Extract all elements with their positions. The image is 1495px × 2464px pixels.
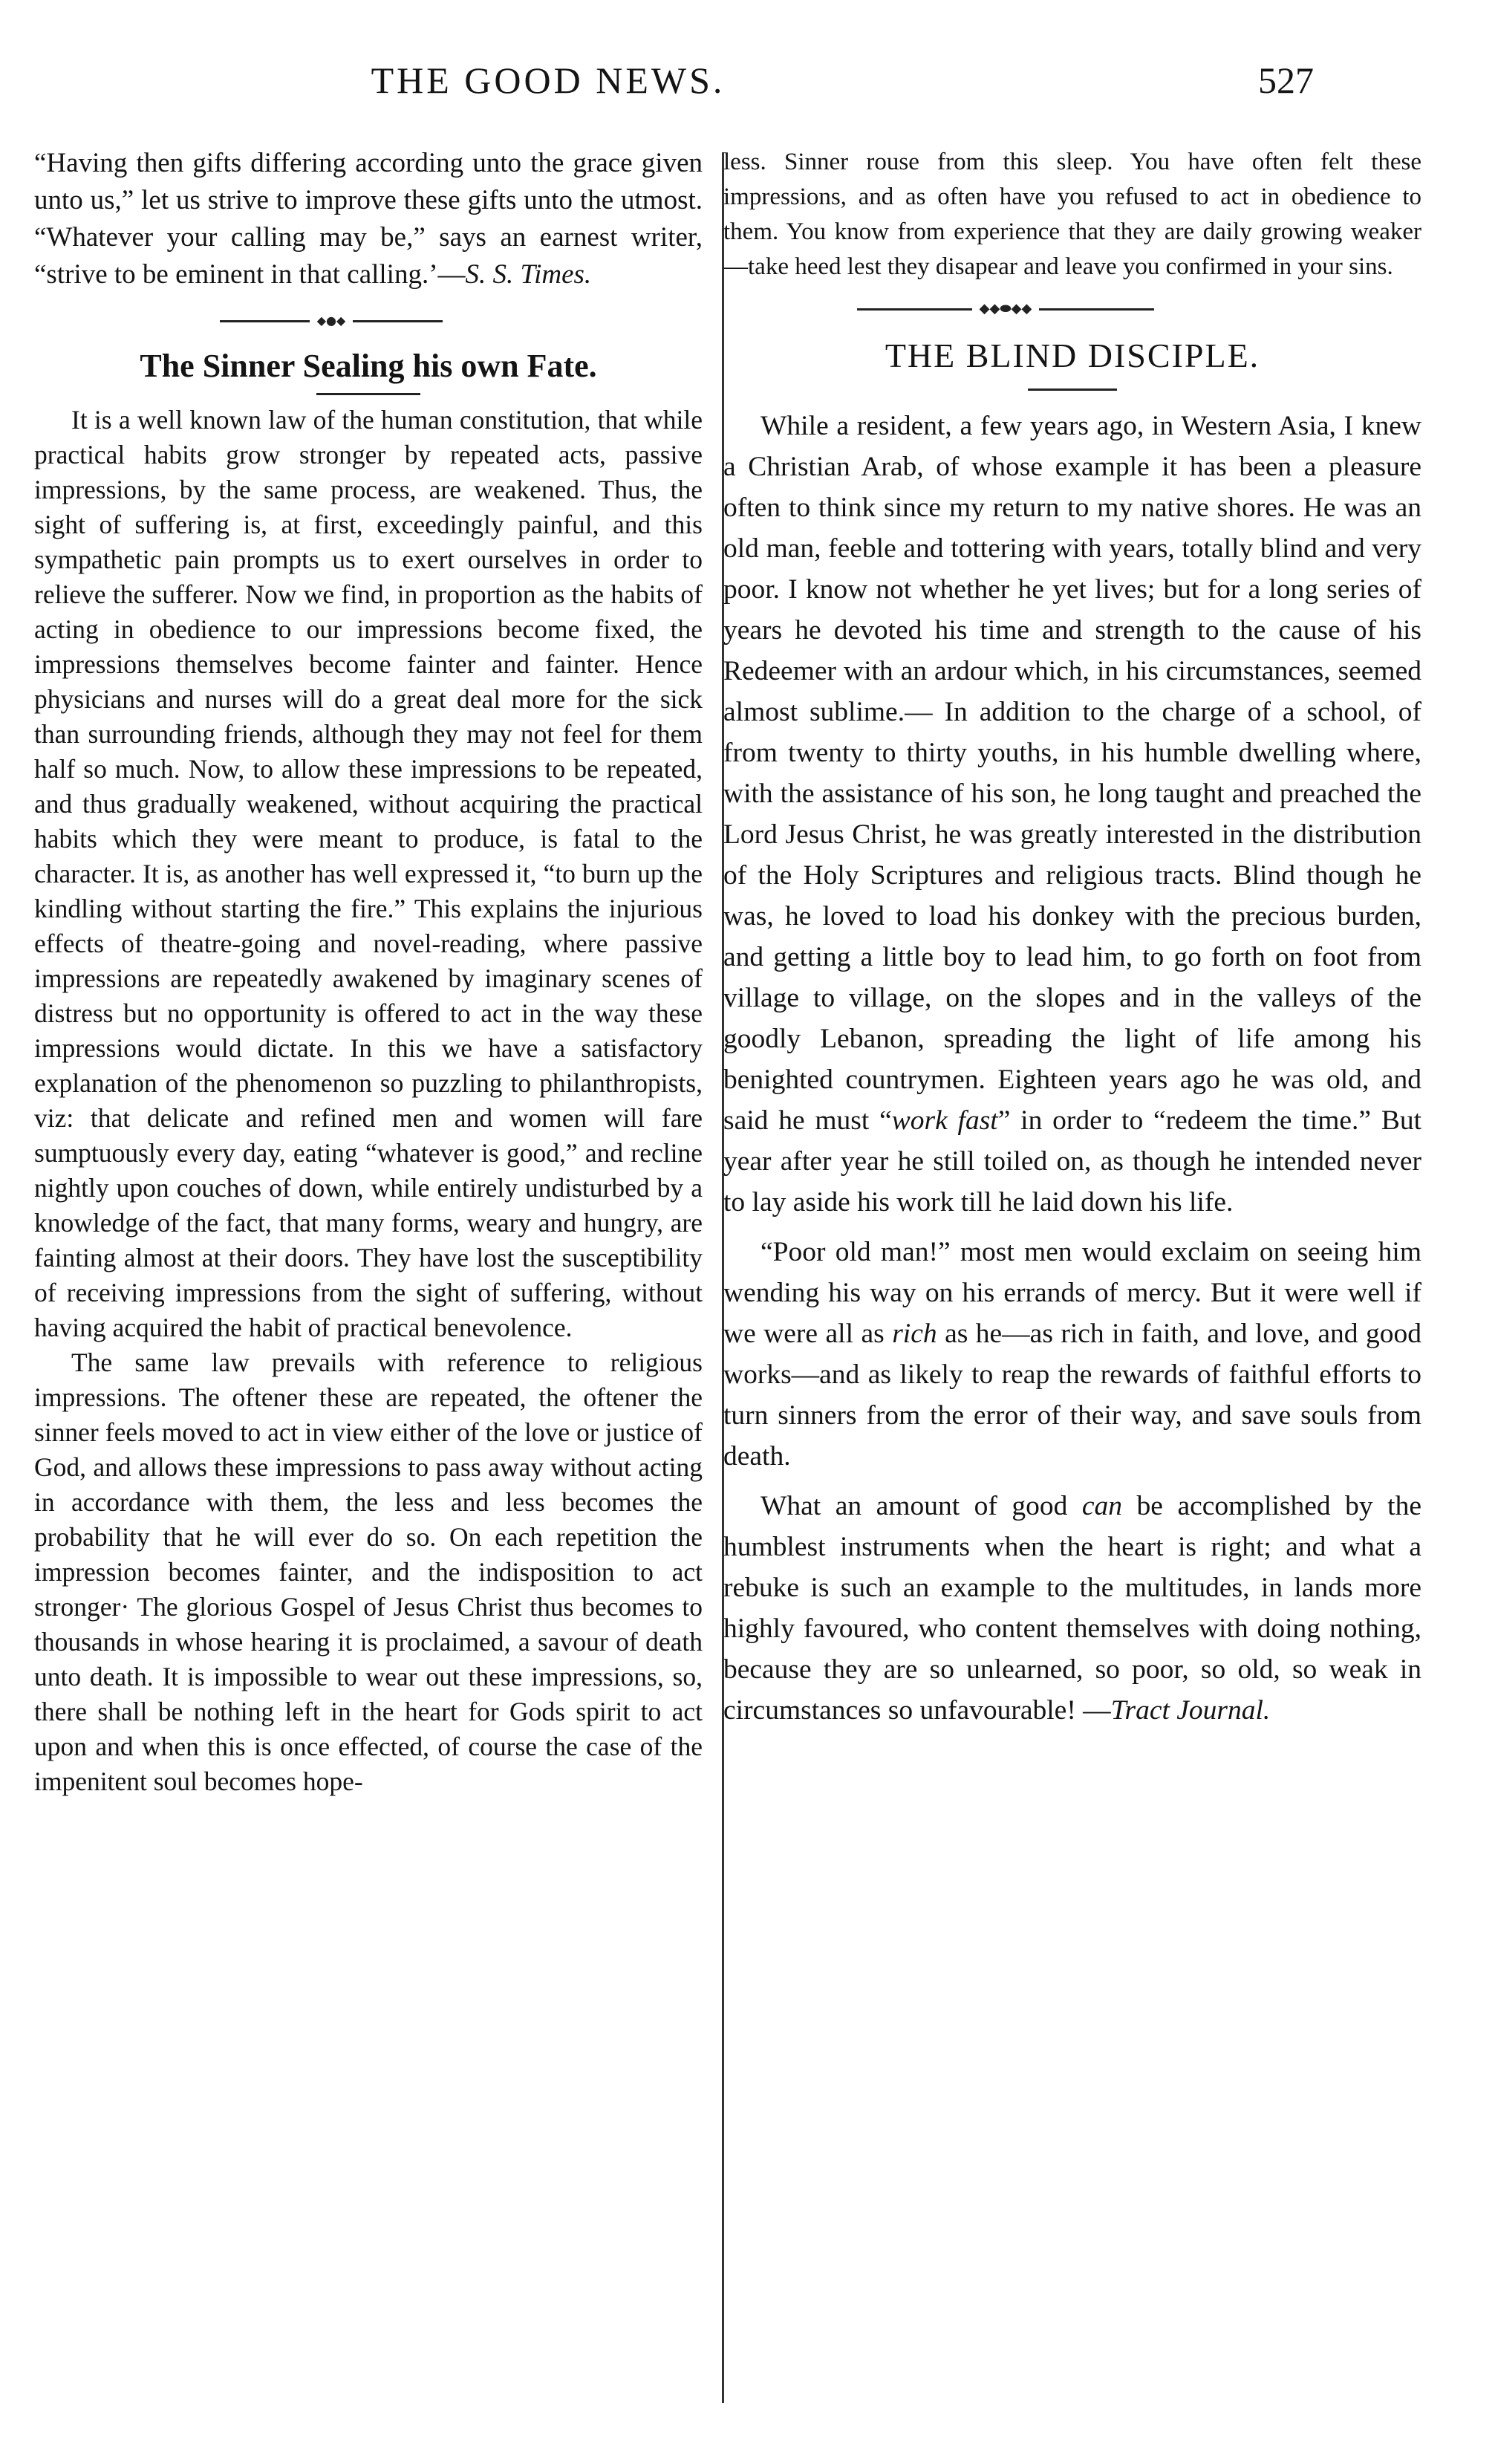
title-rule <box>316 393 420 395</box>
running-title: THE GOOD NEWS. <box>371 59 726 101</box>
intro-paragraph <box>34 145 703 293</box>
section-ornament <box>220 310 443 332</box>
intro-text: “Having then gifts differing according unto the grace given unto us,” let us strive to improve these gifts unto the utmost. “Whatever your calling may be,” says an earnest writer, “strive to be eminent in that calling.’— <box>34 148 703 290</box>
paragraph-1-text: While a resident, a few years ago, in Western Asia, I knew a Christian Arab, of whose example it has been a pleasure often to think since my return to my native shores. He was an old man, feeble and tottering with years, totally blind and very poor. I know not whether he yet lives; but for a long series of years he devoted his time and strength to the cause of his Redeemer with an ardour which, in his circumstances, seemed almost sublime.— In addition to the charge of a school, of from twenty to thirty youths, in his humble dwelling where, with the assistance of his son, he long taught and preached the Lord Jesus Christ, he was greatly interested in the distribution of the Holy Scriptures and religious tracts. Blind though he was, he loved to load his donkey with the precious burden, and getting a little boy to lead him, to go forth on foot from village to village, on the slopes and in the valleys of the goodly Lebanon, spreading the light of life among his benighted countrymen. Eighteen years ago he was old, and said he must “ <box>723 411 1421 1136</box>
running-head <box>0 58 1495 110</box>
left-column <box>34 145 703 1799</box>
ornament-glyph: ◆●◆ <box>316 313 346 328</box>
ornament-line-left <box>857 308 972 311</box>
page-number: 527 <box>1258 59 1314 101</box>
paragraph-3-start: What an amount of good <box>760 1491 1082 1521</box>
paragraph-1-end: ” in order to “redeem the time.” But year after year he still toiled on, as though he intended never to lay aside his work till he laid down his life. <box>723 1105 1422 1218</box>
right-column <box>723 145 1421 1731</box>
ornament-glyph: ◆◆⬬◆◆ <box>979 301 1032 316</box>
article-paragraph-1: It is a well known law of the human constitution, that while practical habits grow stronger by repeated acts, passive impressions, by the same process, are weakened. Thus, the sight of suffering is, at first, exceedingly painful, and this sympathetic pain prompts us to exert ourselves in order to relieve the sufferer. Now we find, in proportion as the habits of acting in obedience to our impressions become fixed, the impressions themselves become fainter and fainter. Hence physicians and nurses will do a great deal more for the sick than surrounding friends, although they may not feel for them half so much. Now, to allow these impressions to be repeated, and thus gradually weakened, without acquiring the practical habits which they were meant to produce, is fatal to the character. It is, as another has well expressed it, “to burn up the kindling without starting the fire.” This explains the injurious effects of theatre-going and novel-reading, where passive impressions are repeatedly awakened by imaginary scenes of distress but no opportunity is offered to act in the way these impressions would dictate. In this we have a satisfactory explanation of the phenomenon so puzzling to philanthropists, viz: that delicate and refined men and women will fare sumptuously every day, eating “whatever is good,” and recline nightly upon couches of down, while entirely undisturbed by a knowledge of the fact, that many forms, weary and hungry, are fainting almost at their doors. They have lost the susceptibility of receiving impressions from the sight of suffering, without having acquired the habit of practical benevolence. <box>34 405 703 1342</box>
intro-attribution: S. S. Times. <box>465 259 592 290</box>
paragraph-2-emphasis: rich <box>892 1319 937 1349</box>
article-paragraph-2: The same law prevails with reference to religious impressions. The oftener these are repeated, the oftener the sinner feels moved to act in view either of the love or justice of God, and allows these impressions to pass away without acting in accordance with them, the less and less becomes the probability that he will ever do so. On each repetition the impression becomes fainter, and the indisposition to act stronger· The glorious Gospel of Jesus Christ thus becomes to thousands in whose hearing it is proclaimed, a savour of death unto death. It is impossible to wear out these impressions, so, there shall be nothing left in the heart for Gods spirit to act upon and when this is once effected, of course the case of the impenitent soul becomes hope- <box>34 1348 703 1796</box>
paragraph-1-emphasis: work fast <box>891 1105 998 1136</box>
paragraph-3-emphasis: can <box>1081 1491 1123 1521</box>
ornament-line-left <box>220 320 310 322</box>
paragraph-3-end: be accomplished by the humblest instruments when the heart is right; and what a rebuke is such an example to the multitudes, in lands more highly favoured, who content themselves with doing nothing, because they are so unlearned, so poor, so old, so weak in circumstances so unfavourable! — <box>723 1491 1421 1726</box>
ornament-line-right <box>1039 308 1154 311</box>
paragraph-2-start: “Poor old man!” most men would exclaim on seeing him wending his way on his errands of mercy. But it were well if we were all as <box>723 1237 1421 1349</box>
section-ornament-right <box>857 298 1154 320</box>
title-rule-right <box>1028 389 1117 391</box>
paragraph-2-end: as he—as rich in faith, and love, and good works—and as likely to reap the rewards of faithful efforts to turn sinners from the error of their way, and save souls from death. <box>723 1319 1421 1472</box>
continuation-paragraph: less. Sinner rouse from this sleep. You have often felt these impressions, and as often have you refused to act in obedience to them. You know from experience that they are daily growing weaker—take heed lest they disapear and leave you confirmed in your sins. <box>723 149 1421 280</box>
ornament-line-right <box>353 320 443 322</box>
article-title-blind-disciple: THE BLIND DISCIPLE. <box>885 337 1260 374</box>
blind-disciple-paragraph-1 <box>723 406 1421 1223</box>
blind-disciple-paragraph-2 <box>723 1232 1421 1477</box>
article-title-sinner: The Sinner Sealing his own Fate. <box>140 348 597 384</box>
tract-journal-attribution: Tract Journal. <box>1110 1695 1271 1726</box>
blind-disciple-paragraph-3 <box>723 1486 1421 1731</box>
